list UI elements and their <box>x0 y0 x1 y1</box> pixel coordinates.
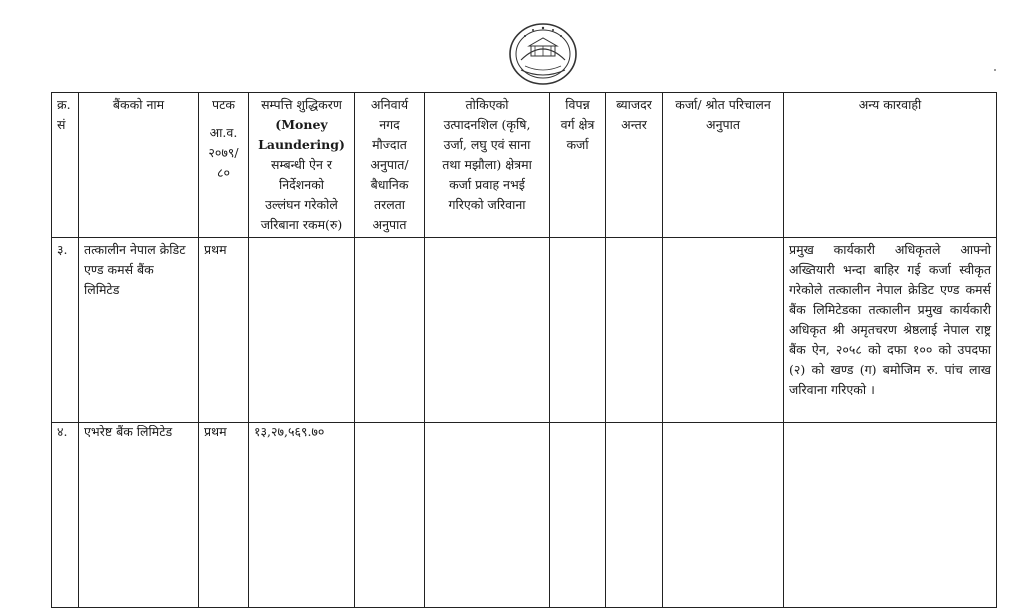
cell-money-laundering-fine <box>249 238 355 423</box>
cell-interest-spread <box>606 238 663 423</box>
cell-sn: ४. <box>52 423 79 608</box>
header-other-action: अन्य कारवाही <box>784 93 997 238</box>
cell-deprived-sector <box>550 238 606 423</box>
cell-other-action: प्रमुख कार्यकारी अधिकृतले आफ्नो अख्तियारी भन्दा बाहिर गई कर्जा स्वीकृत गरेकोले तत्कालीन नेपाल क्रेडिट एण्ड कमर्स बैंक लिमिटेडका तत्कालीन प्रमुख कार्यकारी अधिकृत श्री अमृतचरण श्रेष्ठलाई नेपाल राष्ट्र बैंक ऐन, २०५८ को दफा १०० को उपदफा (२) को खण्ड (ग) बमोजिम रु. पांच लाख जरिवाना गरिएको । <box>784 238 997 423</box>
cell-cd-ratio <box>663 423 784 608</box>
cell-bank-name: तत्कालीन नेपाल क्रेडिट एण्ड कमर्स बैंक लिमिटेड <box>79 238 199 423</box>
table-header-row <box>52 93 997 238</box>
cell-times: प्रथम <box>199 238 249 423</box>
cell-sn: ३. <box>52 238 79 423</box>
header-sn: क्र. सं <box>52 93 79 238</box>
seal-emblem-icon <box>507 16 579 88</box>
cell-productive-sector-fine <box>425 423 550 608</box>
cell-bank-name: एभरेष्ट बैंक लिमिटेड <box>79 423 199 608</box>
header-crr-slr: अनिवार्य नगद मौज्दात अनुपात/ बैधानिक तरलता अनुपात <box>355 93 425 238</box>
cell-crr-slr <box>355 423 425 608</box>
header-money-laundering-fine: सम्पत्ति शुद्धिकरण (Money Laundering) सम्बन्धी ऐन र निर्देशनको उल्लंघन गरेकोले जरिबाना रकम(रु) <box>249 93 355 238</box>
header-deprived-sector: विपन्न वर्ग क्षेत्र कर्जा <box>550 93 606 238</box>
cell-interest-spread <box>606 423 663 608</box>
cell-other-action <box>784 423 997 608</box>
table-row-partial <box>52 423 997 608</box>
bank-action-table <box>51 92 997 608</box>
cell-crr-slr <box>355 238 425 423</box>
table-row <box>52 238 997 423</box>
cell-times: प्रथम <box>199 423 249 608</box>
cell-productive-sector-fine <box>425 238 550 423</box>
cell-cd-ratio <box>663 238 784 423</box>
header-times: पटक आ.व. २०७९/ ८० <box>199 93 249 238</box>
nepal-rastra-bank-seal <box>507 16 579 88</box>
cell-deprived-sector <box>550 423 606 608</box>
header-productive-sector-fine: तोकिएको उत्पादनशिल (कृषि, उर्जा, लघु एवं साना तथा मझौला) क्षेत्रमा कर्जा प्रवाह नभई गरिएको जरिवाना <box>425 93 550 238</box>
cell-money-laundering-fine: १३,२७,५६९.७० <box>249 423 355 608</box>
header-interest-spread: ब्याजदर अन्तर <box>606 93 663 238</box>
speck-mark <box>994 69 996 71</box>
header-bank-name: बैंकको नाम <box>79 93 199 238</box>
header-cd-ratio: कर्जा/ श्रोत परिचालन अनुपात <box>663 93 784 238</box>
